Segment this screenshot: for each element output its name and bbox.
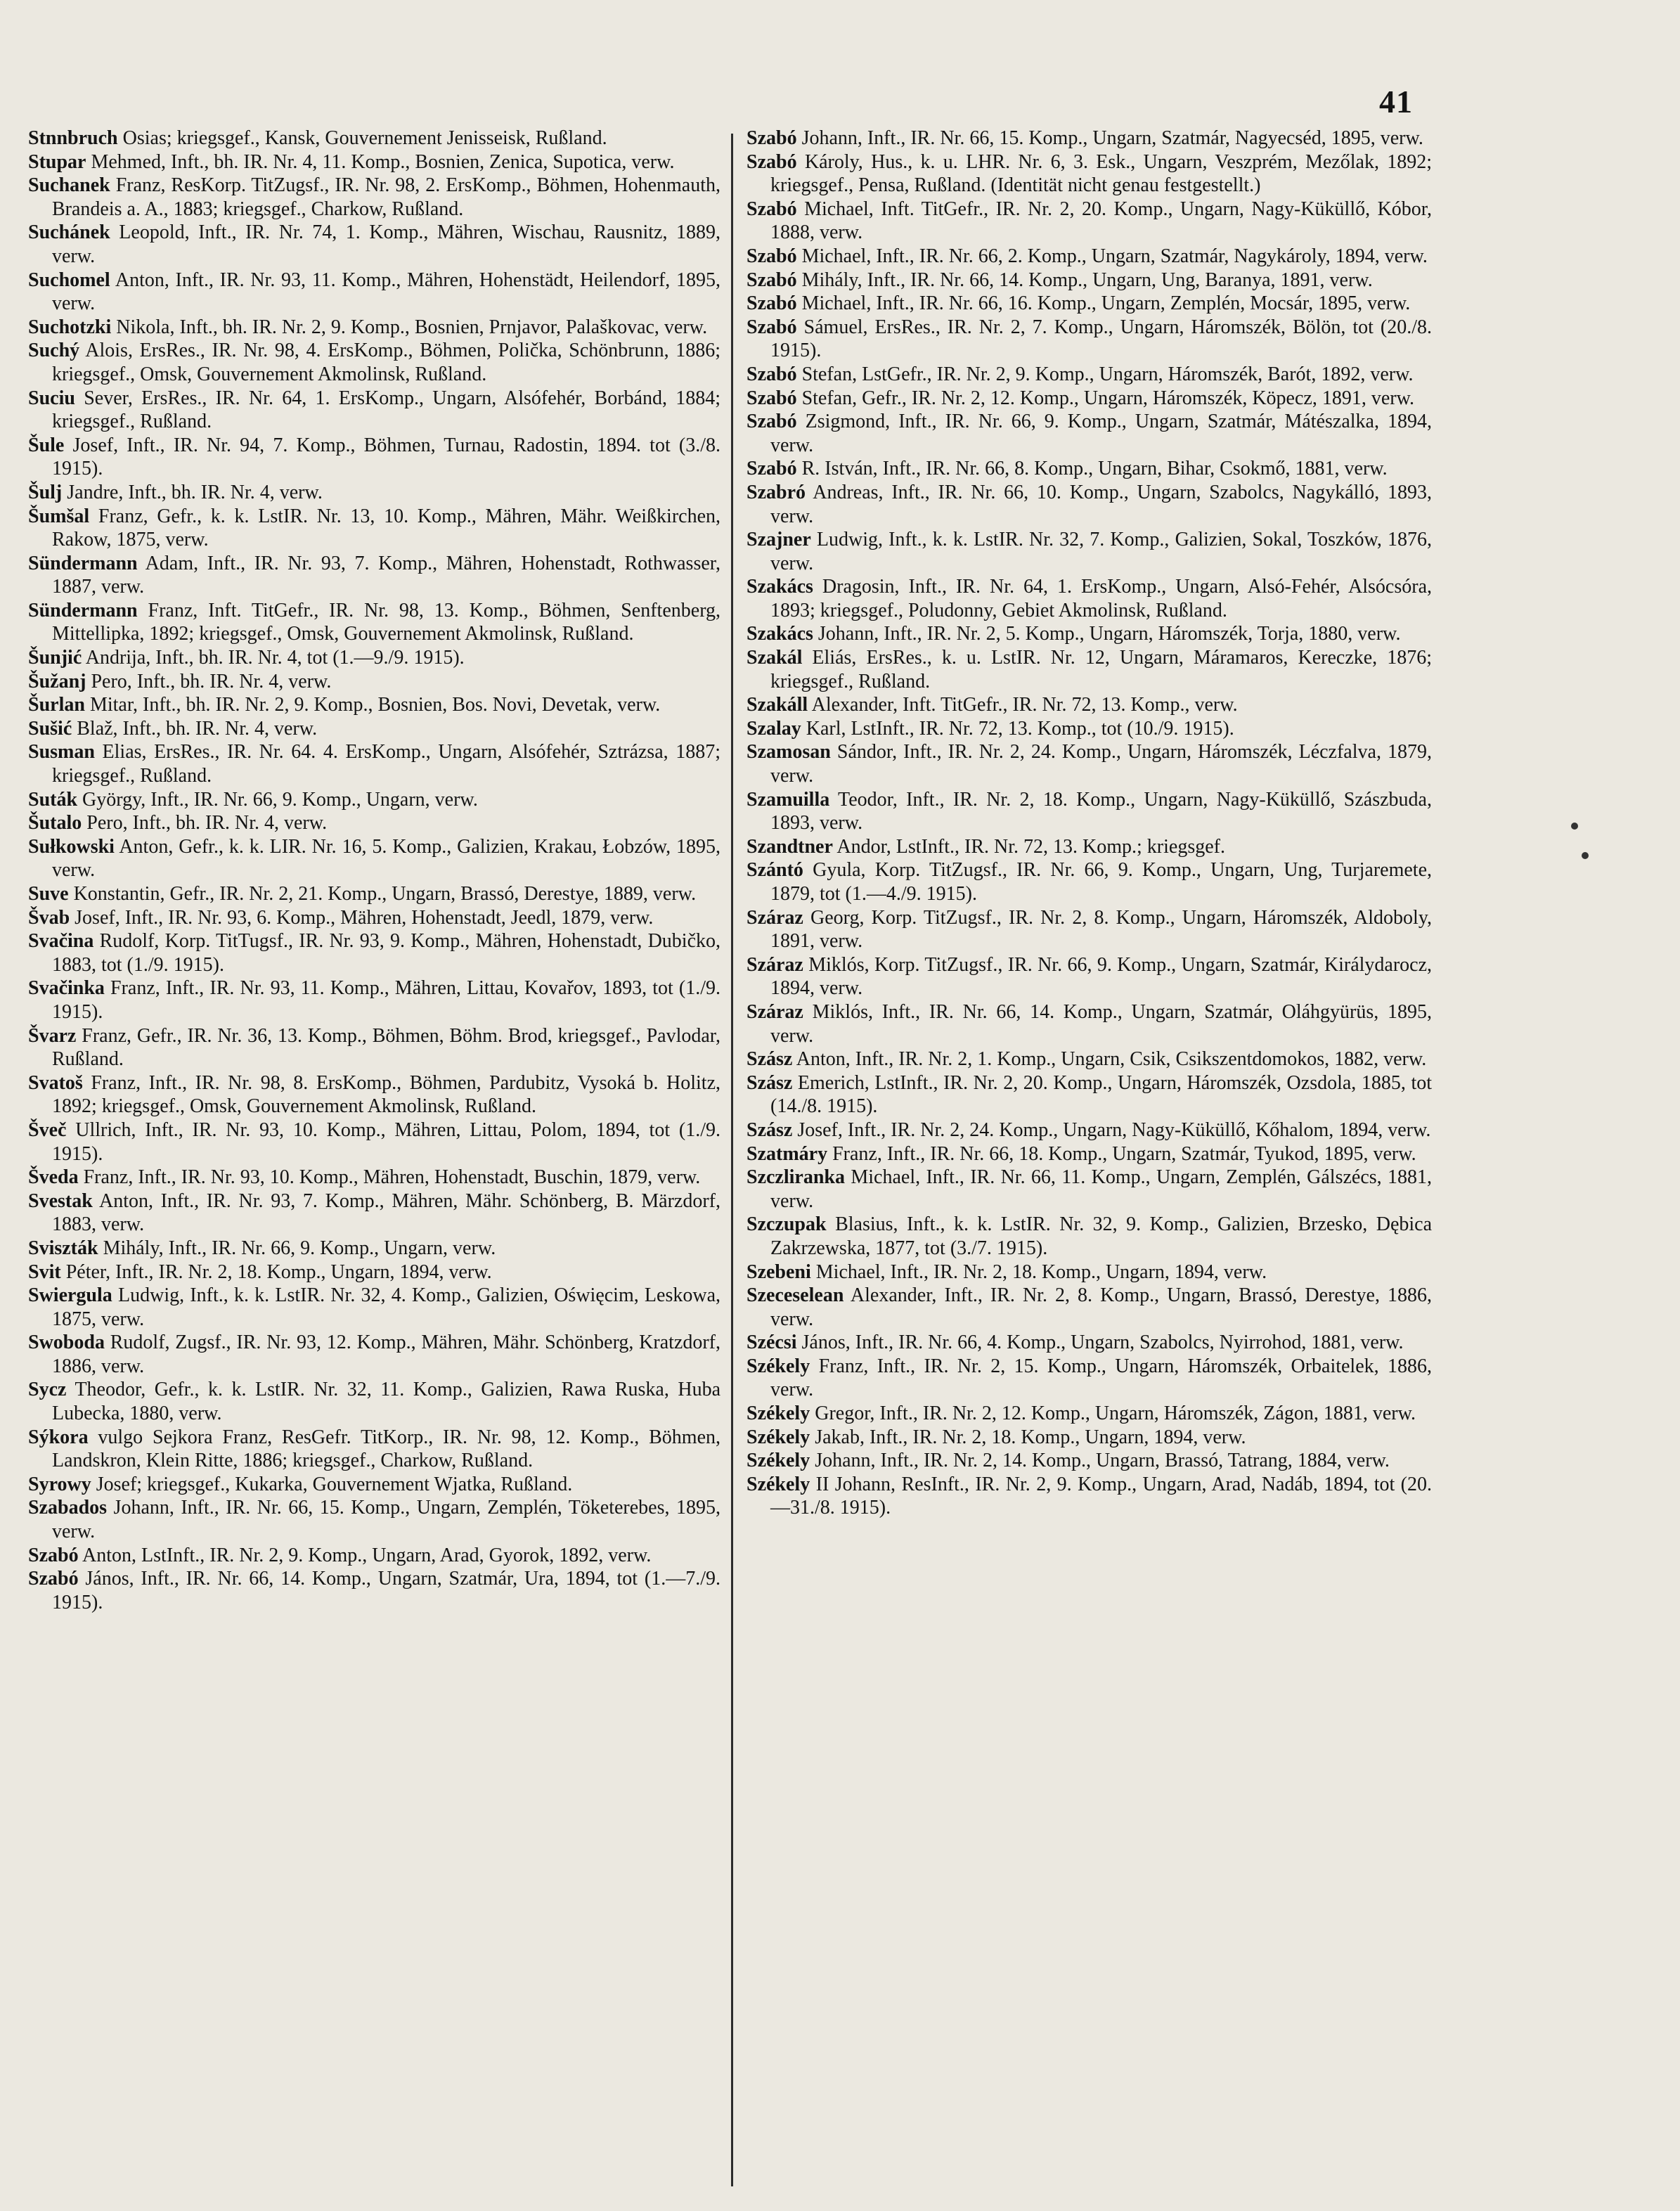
- register-entry: [28, 1426, 721, 1473]
- margin-speck: [1571, 823, 1578, 830]
- entry-details: Leopold, Inft., IR. Nr. 74, 1. Komp., Mähren, Wischau, Rausnitz, 1889, verw.: [52, 221, 721, 267]
- entry-surname: Švab: [28, 906, 70, 929]
- entry-details: Alexander, Inft. TitGefr., IR. Nr. 72, 13. Komp., verw.: [811, 694, 1238, 716]
- register-entry: [28, 882, 721, 906]
- register-entry: [28, 387, 721, 434]
- register-entry: [747, 292, 1432, 316]
- entry-surname: Szalay: [747, 717, 801, 740]
- entry-surname: Száraz: [747, 906, 803, 929]
- entry-details: Franz, Inft., IR. Nr. 98, 8. ErsKomp., Böhmen, Pardubitz, Vysoká b. Holitz, 1892; kriegsgef., Omsk, Gouvernement Akmolinsk, Rußland.: [52, 1071, 721, 1118]
- register-entry: [28, 811, 721, 835]
- register-entry: [28, 1284, 721, 1331]
- entry-surname: Szántó: [747, 859, 803, 882]
- register-entry: [28, 1544, 721, 1568]
- entry-surname: Szabó: [28, 1544, 79, 1566]
- entry-details: Jandre, Inft., bh. IR. Nr. 4, verw.: [67, 481, 323, 503]
- entry-surname: Sviszták: [28, 1237, 98, 1259]
- register-entry: [747, 1166, 1432, 1213]
- entry-details: György, Inft., IR. Nr. 66, 9. Komp., Ungarn, verw.: [82, 788, 478, 811]
- entry-details: Anton, LstInft., IR. Nr. 2, 9. Komp., Ungarn, Arad, Gyorok, 1892, verw.: [82, 1544, 652, 1566]
- register-entry: [28, 339, 721, 386]
- register-entry: [28, 150, 721, 174]
- entry-details: R. István, Inft., IR. Nr. 66, 8. Komp., Ungarn, Bihar, Csokmő, 1881, verw.: [801, 458, 1388, 480]
- entry-details: Ludwig, Inft., k. k. LstIR. Nr. 32, 7. Komp., Galizien, Sokal, Toszków, 1876, verw.: [770, 529, 1432, 574]
- entry-details: Stefan, Gefr., IR. Nr. 2, 12. Komp., Ungarn, Háromszék, Köpecz, 1891, verw.: [801, 387, 1414, 409]
- entry-surname: Šveč: [28, 1119, 67, 1141]
- register-entry: [747, 1213, 1432, 1260]
- entry-details: Mehmed, Inft., bh. IR. Nr. 4, 11. Komp., Bosnien, Zenica, Supotica, verw.: [91, 150, 675, 173]
- entry-surname: Suták: [28, 788, 78, 811]
- entry-details: Blasius, Inft., k. k. LstIR. Nr. 32, 9. Komp., Galizien, Brzesko, Dębica Zakrzewska, 1877, tot (3./7. 1915).: [770, 1213, 1432, 1259]
- entry-details: Michael, Inft., IR. Nr. 66, 16. Komp., Ungarn, Zemplén, Mocsár, 1895, verw.: [801, 292, 1411, 315]
- register-entry: [28, 1496, 721, 1543]
- register-entry: [747, 387, 1432, 411]
- register-entry: [28, 434, 721, 481]
- entry-surname: Szakáll: [747, 694, 808, 716]
- entry-surname: Székely: [747, 1473, 810, 1495]
- entry-details: Konstantin, Gefr., IR. Nr. 2, 21. Komp., Ungarn, Brassó, Derestye, 1889, verw.: [73, 883, 697, 905]
- entry-surname: Šutalo: [28, 812, 82, 834]
- entry-surname: Szabó: [747, 198, 797, 220]
- register-entry: [28, 221, 721, 268]
- entry-surname: Šunjić: [28, 647, 82, 669]
- entry-details: Sever, ErsRes., IR. Nr. 64, 1. ErsKomp., Ungarn, Alsófehér, Borbánd, 1884; kriegsgef., Rußland.: [52, 387, 721, 433]
- entry-surname: Svatoš: [28, 1071, 83, 1094]
- register-entry: [747, 1261, 1432, 1284]
- register-entry: [28, 1473, 721, 1497]
- entry-details: Franz, Gefr., IR. Nr. 36, 13. Komp., Böhmen, Böhm. Brod, kriegsgef., Pavlodar, Rußland.: [52, 1024, 721, 1071]
- entry-surname: Szabó: [747, 363, 797, 385]
- entry-details: Mihály, Inft., IR. Nr. 66, 14. Komp., Ungarn, Ung, Baranya, 1891, verw.: [801, 269, 1373, 291]
- entry-surname: Svačinka: [28, 977, 105, 1000]
- entry-surname: Szécsi: [747, 1332, 797, 1354]
- entry-surname: Szamosan: [747, 741, 831, 763]
- left-column: [28, 127, 721, 2200]
- entry-surname: Swoboda: [28, 1332, 105, 1354]
- margin-speck: [1582, 852, 1589, 859]
- entry-details: Johann, Inft., IR. Nr. 66, 15. Komp., Ungarn, Zemplén, Töketerebes, 1895, verw.: [52, 1497, 721, 1543]
- entry-details: Johann, Inft., IR. Nr. 66, 15. Komp., Ungarn, Szatmár, Nagyecséd, 1895, verw.: [801, 127, 1423, 149]
- entry-surname: Szabó: [747, 458, 797, 480]
- entry-details: Gyula, Korp. TitZugsf., IR. Nr. 66, 9. Komp., Ungarn, Ung, Turjaremete, 1879, tot (1.—4./9. 1915).: [770, 859, 1432, 905]
- register-entry: [747, 1048, 1432, 1071]
- entry-surname: Szabró: [747, 481, 806, 503]
- register-entry: [747, 363, 1432, 387]
- register-entry: [747, 1426, 1432, 1450]
- entry-details: Zsigmond, Inft., IR. Nr. 66, 9. Komp., Ungarn, Szatmár, Mátészalka, 1894, verw.: [770, 411, 1432, 456]
- entry-surname: Stupar: [28, 150, 86, 173]
- entry-surname: Szabó: [747, 411, 797, 433]
- entry-surname: Szász: [747, 1071, 793, 1094]
- register-entry: [28, 646, 721, 670]
- entry-details: Mihály, Inft., IR. Nr. 66, 9. Komp., Ungarn, verw.: [103, 1237, 496, 1259]
- entry-surname: Szabó: [747, 292, 797, 315]
- register-entry: [28, 1378, 721, 1425]
- entry-surname: Székely: [747, 1450, 810, 1472]
- entry-details: Georg, Korp. TitZugsf., IR. Nr. 2, 8. Komp., Ungarn, Háromszék, Aldoboly, 1891, verw.: [770, 906, 1432, 953]
- entry-surname: Suciu: [28, 387, 75, 409]
- entry-surname: Szabados: [28, 1497, 108, 1519]
- entry-details: Károly, Hus., k. u. LHR. Nr. 6, 3. Esk., Ungarn, Veszprém, Mezőlak, 1892; kriegsgef., Pensa, Rußland. (Identität nicht genau festgestellt.): [770, 150, 1432, 197]
- entry-surname: Svačina: [28, 930, 94, 953]
- register-entry: [28, 717, 721, 741]
- page-number: 41: [1379, 84, 1413, 120]
- entry-details: Josef, Inft., IR. Nr. 93, 6. Komp., Mähren, Hohenstadt, Jeedl, 1879, verw.: [75, 906, 654, 929]
- register-entry: [747, 1071, 1432, 1119]
- entry-surname: Šule: [28, 434, 65, 456]
- entry-surname: Székely: [747, 1426, 810, 1448]
- entry-surname: Šveda: [28, 1166, 79, 1189]
- register-entry: [747, 1473, 1432, 1520]
- register-entry: [747, 953, 1432, 1000]
- entry-details: Miklós, Inft., IR. Nr. 66, 14. Komp., Ungarn, Szatmár, Oláhgyürüs, 1895, verw.: [770, 1000, 1432, 1047]
- register-entry: [747, 1355, 1432, 1402]
- register-entry: [747, 646, 1432, 693]
- entry-details: Franz, Inft., IR. Nr. 66, 18. Komp., Ungarn, Szatmár, Tyukod, 1895, verw.: [832, 1142, 1416, 1165]
- entry-details: János, Inft., IR. Nr. 66, 14. Komp., Ungarn, Szatmár, Ura, 1894, tot (1.—7./9. 1915).: [52, 1568, 721, 1613]
- register-entry: [28, 929, 721, 976]
- register-entry: [747, 1449, 1432, 1473]
- entry-surname: Svit: [28, 1261, 61, 1283]
- register-entry: [747, 410, 1432, 457]
- register-entry: [747, 858, 1432, 905]
- register-entry: [747, 316, 1432, 363]
- entry-details: Franz, Gefr., k. k. LstIR. Nr. 13, 10. Komp., Mähren, Mähr. Weißkirchen, Rakow, 1875, verw.: [52, 505, 721, 551]
- entry-details: Michael, Inft., IR. Nr. 66, 2. Komp., Ungarn, Szatmár, Nagykároly, 1894, verw.: [801, 245, 1428, 267]
- entry-details: Elias, ErsRes., IR. Nr. 64. 4. ErsKomp., Ungarn, Alsófehér, Sztrázsa, 1887; kriegsgef., Rußland.: [52, 741, 721, 787]
- register-entry: [28, 599, 721, 646]
- entry-details: Alexander, Inft., IR. Nr. 2, 8. Komp., Ungarn, Brassó, Derestye, 1886, verw.: [770, 1284, 1432, 1330]
- entry-surname: Suchánek: [28, 221, 110, 244]
- register-entry: [28, 693, 721, 717]
- entry-surname: Száraz: [747, 1000, 803, 1023]
- entry-surname: Sündermann: [28, 599, 138, 621]
- entry-surname: Stnnbruch: [28, 127, 118, 149]
- entry-details: Emerich, LstInft., IR. Nr. 2, 20. Komp., Ungarn, Háromszék, Ozsdola, 1885, tot (14./8. 1915).: [770, 1071, 1432, 1118]
- right-entry-list: [747, 127, 1432, 1520]
- register-entry: [28, 1024, 721, 1071]
- register-entry: [747, 835, 1432, 859]
- entry-details: Eliás, ErsRes., k. u. LstIR. Nr. 12, Ungarn, Máramaros, Kereczke, 1876; kriegsgef., Rußland.: [770, 647, 1432, 692]
- register-entry: [28, 1237, 721, 1261]
- entry-surname: Szczliranka: [747, 1166, 845, 1189]
- entry-details: Dragosin, Inft., IR. Nr. 64, 1. ErsKomp., Ungarn, Alsó-Fehér, Alsócsóra, 1893; kriegsgef., Poludonny, Gebiet Akmolinsk, Rußland.: [770, 576, 1432, 621]
- left-entry-list: [28, 127, 721, 1614]
- register-entry: [747, 150, 1432, 198]
- entry-surname: Szabó: [747, 245, 797, 267]
- entry-details: Anton, Inft., IR. Nr. 93, 11. Komp., Mähren, Hohenstädt, Heilendorf, 1895, verw.: [52, 269, 721, 315]
- entry-details: Ullrich, Inft., IR. Nr. 93, 10. Komp., Mähren, Littau, Polom, 1894, tot (1./9. 1915).: [52, 1119, 721, 1165]
- entry-details: Sámuel, ErsRes., IR. Nr. 2, 7. Komp., Ungarn, Háromszék, Bölön, tot (20./8. 1915).: [770, 316, 1432, 362]
- entry-surname: Szabó: [747, 316, 797, 338]
- register-entry: [28, 505, 721, 552]
- register-entry: [747, 1000, 1432, 1048]
- entry-surname: Szczupak: [747, 1213, 827, 1236]
- entry-details: Anton, Inft., IR. Nr. 2, 1. Komp., Ungarn, Csik, Csikszentdomokos, 1882, verw.: [796, 1048, 1427, 1071]
- entry-details: Sándor, Inft., IR. Nr. 2, 24. Komp., Ungarn, Háromszék, Léczfalva, 1879, verw.: [770, 741, 1432, 787]
- entry-details: Franz, ResKorp. TitZugsf., IR. Nr. 98, 2. ErsKomp., Böhmen, Hohenmauth, Brandeis a. A., 1883; kriegsgef., Charkow, Rußland.: [52, 174, 721, 220]
- register-entry: [28, 269, 721, 316]
- entry-surname: Szandtner: [747, 835, 833, 858]
- entry-surname: Szakács: [747, 576, 813, 598]
- register-entry: [28, 835, 721, 882]
- entry-details: Andreas, Inft., IR. Nr. 66, 10. Komp., Ungarn, Szabolcs, Nagykálló, 1893, verw.: [770, 481, 1432, 527]
- entry-surname: Suchotzki: [28, 316, 112, 338]
- entry-details: Franz, Inft., IR. Nr. 93, 11. Komp., Mähren, Littau, Kovařov, 1893, tot (1./9. 1915).: [52, 977, 721, 1023]
- register-entry: [747, 1142, 1432, 1166]
- entry-surname: Šužanj: [28, 670, 86, 692]
- entry-details: Johann, Inft., IR. Nr. 2, 5. Komp., Ungarn, Háromszék, Torja, 1880, verw.: [818, 623, 1401, 645]
- register-entry: [28, 1190, 721, 1237]
- register-entry: [747, 1331, 1432, 1355]
- register-entry: [747, 622, 1432, 646]
- entry-surname: Swiergula: [28, 1284, 112, 1307]
- entry-surname: Székely: [747, 1355, 810, 1377]
- entry-surname: Svestak: [28, 1190, 93, 1212]
- entry-details: Pero, Inft., bh. IR. Nr. 4, verw.: [91, 670, 332, 692]
- entry-details: Alois, ErsRes., IR. Nr. 98, 4. ErsKomp., Böhmen, Polička, Schönbrunn, 1886; kriegsgef., Omsk, Gouvernement Akmolinsk, Rußland.: [52, 340, 721, 385]
- entry-details: Rudolf, Zugsf., IR. Nr. 93, 12. Komp., Mähren, Mähr. Schönberg, Kratzdorf, 1886, verw.: [52, 1332, 721, 1377]
- column-divider: [731, 134, 733, 2186]
- entry-details: Josef, Inft., IR. Nr. 94, 7. Komp., Böhmen, Turnau, Radostin, 1894. tot (3./8. 1915).: [52, 434, 721, 480]
- entry-details: Franz, Inft. TitGefr., IR. Nr. 98, 13. Komp., Böhmen, Senftenberg, Mittellipka, 1892; kriegsgef., Omsk, Gouvernement Akmolinsk, Rußland.: [52, 599, 721, 645]
- register-entry: [747, 717, 1432, 741]
- entry-surname: Susman: [28, 741, 95, 763]
- entry-surname: Suchý: [28, 340, 80, 362]
- register-entry: [28, 174, 721, 221]
- entry-details: II Johann, ResInft., IR. Nr. 2, 9. Komp., Ungarn, Arad, Nadáb, 1894, tot (20.—31./8. 1915).: [770, 1473, 1432, 1519]
- entry-details: János, Inft., IR. Nr. 66, 4. Komp., Ungarn, Szabolcs, Nyirrohod, 1881, verw.: [801, 1332, 1404, 1354]
- entry-details: Johann, Inft., IR. Nr. 2, 14. Komp., Ungarn, Brassó, Tatrang, 1884, verw.: [815, 1450, 1390, 1472]
- entry-surname: Suve: [28, 883, 69, 905]
- entry-details: Mitar, Inft., bh. IR. Nr. 2, 9. Komp., Bosnien, Bos. Novi, Devetak, verw.: [89, 694, 661, 716]
- entry-details: Michael, Inft., IR. Nr. 66, 11. Komp., Ungarn, Zemplén, Gálszécs, 1881, verw.: [770, 1166, 1432, 1212]
- register-entry: [747, 575, 1432, 622]
- register-entry: [747, 457, 1432, 481]
- entry-surname: Szamuilla: [747, 788, 830, 811]
- register-entry: [747, 1284, 1432, 1331]
- entry-surname: Székely: [747, 1403, 810, 1425]
- register-entry: [28, 976, 721, 1024]
- register-entry: [747, 198, 1432, 245]
- register-entry: [28, 1331, 721, 1378]
- register-entry: [747, 788, 1432, 835]
- entry-details: Adam, Inft., IR. Nr. 93, 7. Komp., Mähren, Hohenstadt, Rothwasser, 1887, verw.: [52, 552, 721, 598]
- entry-details: Josef; kriegsgef., Kukarka, Gouvernement Wjatka, Rußland.: [96, 1473, 573, 1495]
- entry-details: Theodor, Gefr., k. k. LstIR. Nr. 32, 11. Komp., Galizien, Rawa Ruska, Huba Lubecka, 1880, verw.: [52, 1379, 721, 1425]
- register-entry: [747, 245, 1432, 269]
- register-entry: [28, 740, 721, 787]
- entry-details: Andor, LstInft., IR. Nr. 72, 13. Komp.; kriegsgef.: [836, 835, 1225, 858]
- entry-surname: Sycz: [28, 1379, 67, 1401]
- register-entry: [747, 1402, 1432, 1426]
- entry-surname: Szász: [747, 1119, 793, 1141]
- entry-details: Nikola, Inft., bh. IR. Nr. 2, 9. Komp., Bosnien, Prnjavor, Palaškovac, verw.: [116, 316, 708, 338]
- entry-surname: Šurlan: [28, 694, 85, 716]
- register-entry: [747, 481, 1432, 528]
- entry-surname: Šulj: [28, 481, 63, 503]
- entry-surname: Szajner: [747, 529, 811, 551]
- register-entry: [747, 693, 1432, 717]
- entry-details: Franz, Inft., IR. Nr. 2, 15. Komp., Ungarn, Háromszék, Orbaitelek, 1886, verw.: [770, 1355, 1432, 1401]
- entry-surname: Šumšal: [28, 505, 90, 527]
- entry-surname: Szakács: [747, 623, 813, 645]
- entry-surname: Suchomel: [28, 269, 110, 291]
- register-entry: [747, 740, 1432, 787]
- entry-surname: Sułkowski: [28, 835, 115, 858]
- entry-surname: Szatmáry: [747, 1142, 828, 1165]
- entry-surname: Szakál: [747, 647, 803, 669]
- entry-details: Anton, Inft., IR. Nr. 93, 7. Komp., Mähren, Mähr. Schönberg, B. Märzdorf, 1883, verw.: [52, 1190, 721, 1236]
- register-entry: [747, 906, 1432, 953]
- entry-details: Rudolf, Korp. TitTugsf., IR. Nr. 93, 9. Komp., Mähren, Hohenstadt, Dubičko, 1883, tot (1./9. 1915).: [52, 930, 721, 976]
- entry-details: Miklós, Korp. TitZugsf., IR. Nr. 66, 9. Komp., Ungarn, Szatmár, Királydarocz, 1894, verw.: [770, 953, 1432, 1000]
- entry-surname: Sýkora: [28, 1426, 89, 1448]
- entry-surname: Sušić: [28, 717, 72, 740]
- entry-details: Franz, Inft., IR. Nr. 93, 10. Komp., Mähren, Hohenstadt, Buschin, 1879, verw.: [83, 1166, 701, 1189]
- entry-surname: Szebeni: [747, 1261, 811, 1283]
- entry-surname: Švarz: [28, 1024, 77, 1047]
- entry-details: Anton, Gefr., k. k. LIR. Nr. 16, 5. Komp., Galizien, Krakau, Łobzów, 1895, verw.: [52, 835, 721, 882]
- entry-surname: Syrowy: [28, 1473, 91, 1495]
- entry-details: Blaž, Inft., bh. IR. Nr. 4, verw.: [77, 717, 318, 740]
- register-entry: [28, 552, 721, 599]
- entry-surname: Szász: [747, 1048, 793, 1071]
- register-entry: [28, 1567, 721, 1614]
- entry-details: Osias; kriegsgef., Kansk, Gouvernement Jenisseisk, Rußland.: [122, 127, 607, 149]
- entry-details: Stefan, LstGefr., IR. Nr. 2, 9. Komp., Ungarn, Háromszék, Barót, 1892, verw.: [801, 363, 1414, 385]
- register-entry: [28, 481, 721, 505]
- entry-details: Péter, Inft., IR. Nr. 2, 18. Komp., Ungarn, 1894, verw.: [65, 1261, 492, 1283]
- entry-details: Andrija, Inft., bh. IR. Nr. 4, tot (1.—9./9. 1915).: [85, 647, 465, 669]
- entry-surname: Szabó: [747, 127, 797, 149]
- entry-surname: Száraz: [747, 953, 803, 976]
- entry-surname: Szabó: [747, 269, 797, 291]
- entry-surname: Suchanek: [28, 174, 110, 197]
- entry-surname: Szeceselean: [747, 1284, 844, 1307]
- register-entry: [28, 788, 721, 812]
- register-entry: [28, 1119, 721, 1166]
- register-entry: [28, 670, 721, 694]
- entry-details: Michael, Inft., IR. Nr. 2, 18. Komp., Ungarn, 1894, verw.: [815, 1261, 1267, 1283]
- right-column: [747, 127, 1432, 2200]
- register-entry: [747, 1119, 1432, 1142]
- entry-surname: Szabó: [747, 150, 797, 173]
- entry-details: Michael, Inft. TitGefr., IR. Nr. 2, 20. Komp., Ungarn, Nagy-Küküllő, Kóbor, 1888, verw.: [770, 198, 1432, 244]
- register-entry: [747, 269, 1432, 292]
- register-entry: [28, 1166, 721, 1190]
- entry-details: vulgo Sejkora Franz, ResGefr. TitKorp., IR. Nr. 98, 12. Komp., Böhmen, Landskron, Klein Ritte, 1886; kriegsgef., Charkow, Rußland.: [52, 1426, 721, 1472]
- entry-details: Pero, Inft., bh. IR. Nr. 4, verw.: [86, 812, 328, 834]
- entry-details: Ludwig, Inft., k. k. LstIR. Nr. 32, 4. Komp., Galizien, Oświęcim, Leskowa, 1875, verw.: [52, 1284, 721, 1330]
- register-entry: [747, 528, 1432, 575]
- register-entry: [747, 127, 1432, 150]
- entry-surname: Szabó: [28, 1568, 79, 1590]
- register-entry: [28, 906, 721, 930]
- register-entry: [28, 1261, 721, 1284]
- entry-surname: Szabó: [747, 387, 797, 409]
- entry-details: Jakab, Inft., IR. Nr. 2, 18. Komp., Ungarn, 1894, verw.: [815, 1426, 1246, 1448]
- register-entry: [28, 316, 721, 340]
- entry-details: Teodor, Inft., IR. Nr. 2, 18. Komp., Ungarn, Nagy-Küküllő, Szászbuda, 1893, verw.: [770, 788, 1432, 834]
- entry-details: Karl, LstInft., IR. Nr. 72, 13. Komp., tot (10./9. 1915).: [806, 717, 1234, 740]
- entry-details: Josef, Inft., IR. Nr. 2, 24. Komp., Ungarn, Nagy-Küküllő, Kőhalom, 1894, verw.: [797, 1119, 1431, 1141]
- entry-details: Gregor, Inft., IR. Nr. 2, 12. Komp., Ungarn, Háromszék, Zágon, 1881, verw.: [815, 1403, 1416, 1425]
- entry-surname: Sündermann: [28, 552, 138, 574]
- register-entry: [28, 127, 721, 150]
- register-entry: [28, 1071, 721, 1119]
